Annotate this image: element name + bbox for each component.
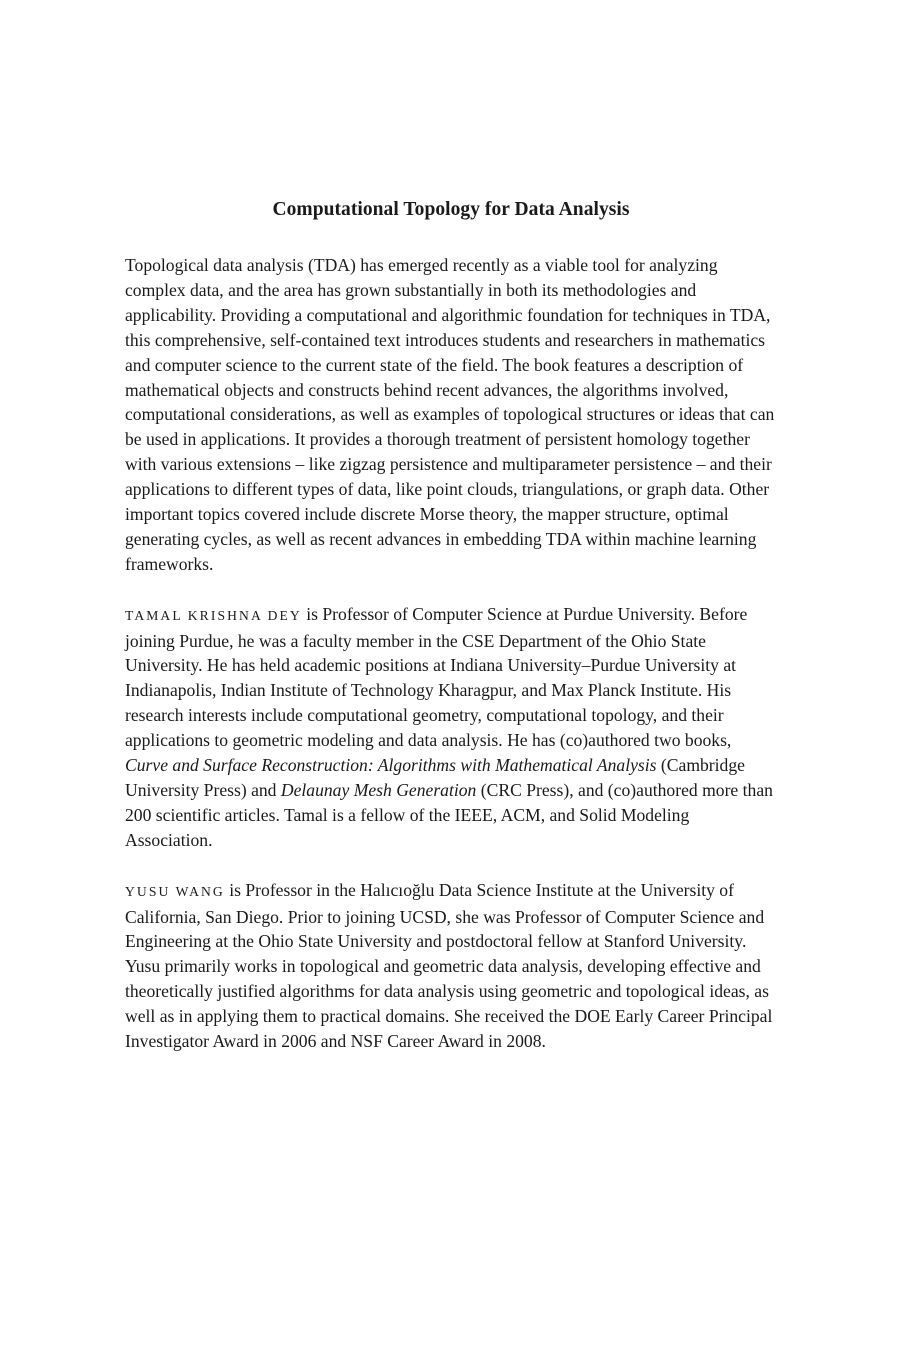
book-title-curve-surface: Curve and Surface Reconstruction: Algorithms with Mathematical Analysis xyxy=(125,755,657,776)
author-bio-dey xyxy=(125,602,777,853)
author-name-dey: TAMAL KRISHNA DEY xyxy=(125,607,302,623)
book-blurb-page xyxy=(125,196,777,1079)
author-bio-dey-text-3: (CRC Press), and (co)authored more than 200 scientific articles. Tamal is a fellow of the IEEE, ACM, and Solid Modeling Association. xyxy=(125,780,773,850)
book-description: Topological data analysis (TDA) has emerged recently as a viable tool for analyzing complex data, and the area has grown substantially in both its methodologies and applicability. Providing a computational and algorithmic foundation for techniques in TDA, this comprehensive, self-contained text introduces students and researchers in mathematics and computer science to the current state of the field. The book features a description of mathematical objects and constructs behind recent advances, the algorithms involved, computational considerations, as well as examples of topological structures or ideas that can be used in applications. It provides a thorough treatment of persistent homology together with various extensions – like zigzag persistence and multiparameter persistence – and their applications to different types of data, like point clouds, triangulations, or graph data. Other important topics covered include discrete Morse theory, the mapper structure, optimal generating cycles, as well as recent advances in embedding TDA within machine learning frameworks. xyxy=(125,255,775,574)
author-bio-dey-text-2: (Cambridge University Press) and xyxy=(125,755,745,801)
author-bio-dey-text-1: is Professor of Computer Science at Purdue University. Before joining Purdue, he was a faculty member in the CSE Department of the Ohio State University. He has held academic positions at Indiana University–Purdue University at Indianapolis, Indian Institute of Technology Kharagpur, and Max Planck Institute. His research interests include computational geometry, computational topology, and their applications to geometric modeling and data analysis. He has (co)authored two books, xyxy=(125,603,748,751)
author-bio-wang-text: is Professor in the Halıcıoğlu Data Science Institute at the University of California, San Diego. Prior to joining UCSD, she was Professor of Computer Science and Engineering at the Ohio State University and postdoctoral fellow at Stanford University. Yusu primarily works in topological and geometric data analysis, developing effective and theoretically justified algorithms for data analysis using geometric and topological ideas, as well as in applying them to practical domains. She received the DOE Early Career Principal Investigator Award in 2006 and NSF Career Award in 2008. xyxy=(125,879,773,1052)
book-title: Computational Topology for Data Analysis xyxy=(272,199,630,220)
author-name-wang: YUSU WANG xyxy=(125,883,225,899)
book-title-delaunay: Delaunay Mesh Generation xyxy=(280,780,477,801)
author-bio-wang xyxy=(125,878,777,1054)
